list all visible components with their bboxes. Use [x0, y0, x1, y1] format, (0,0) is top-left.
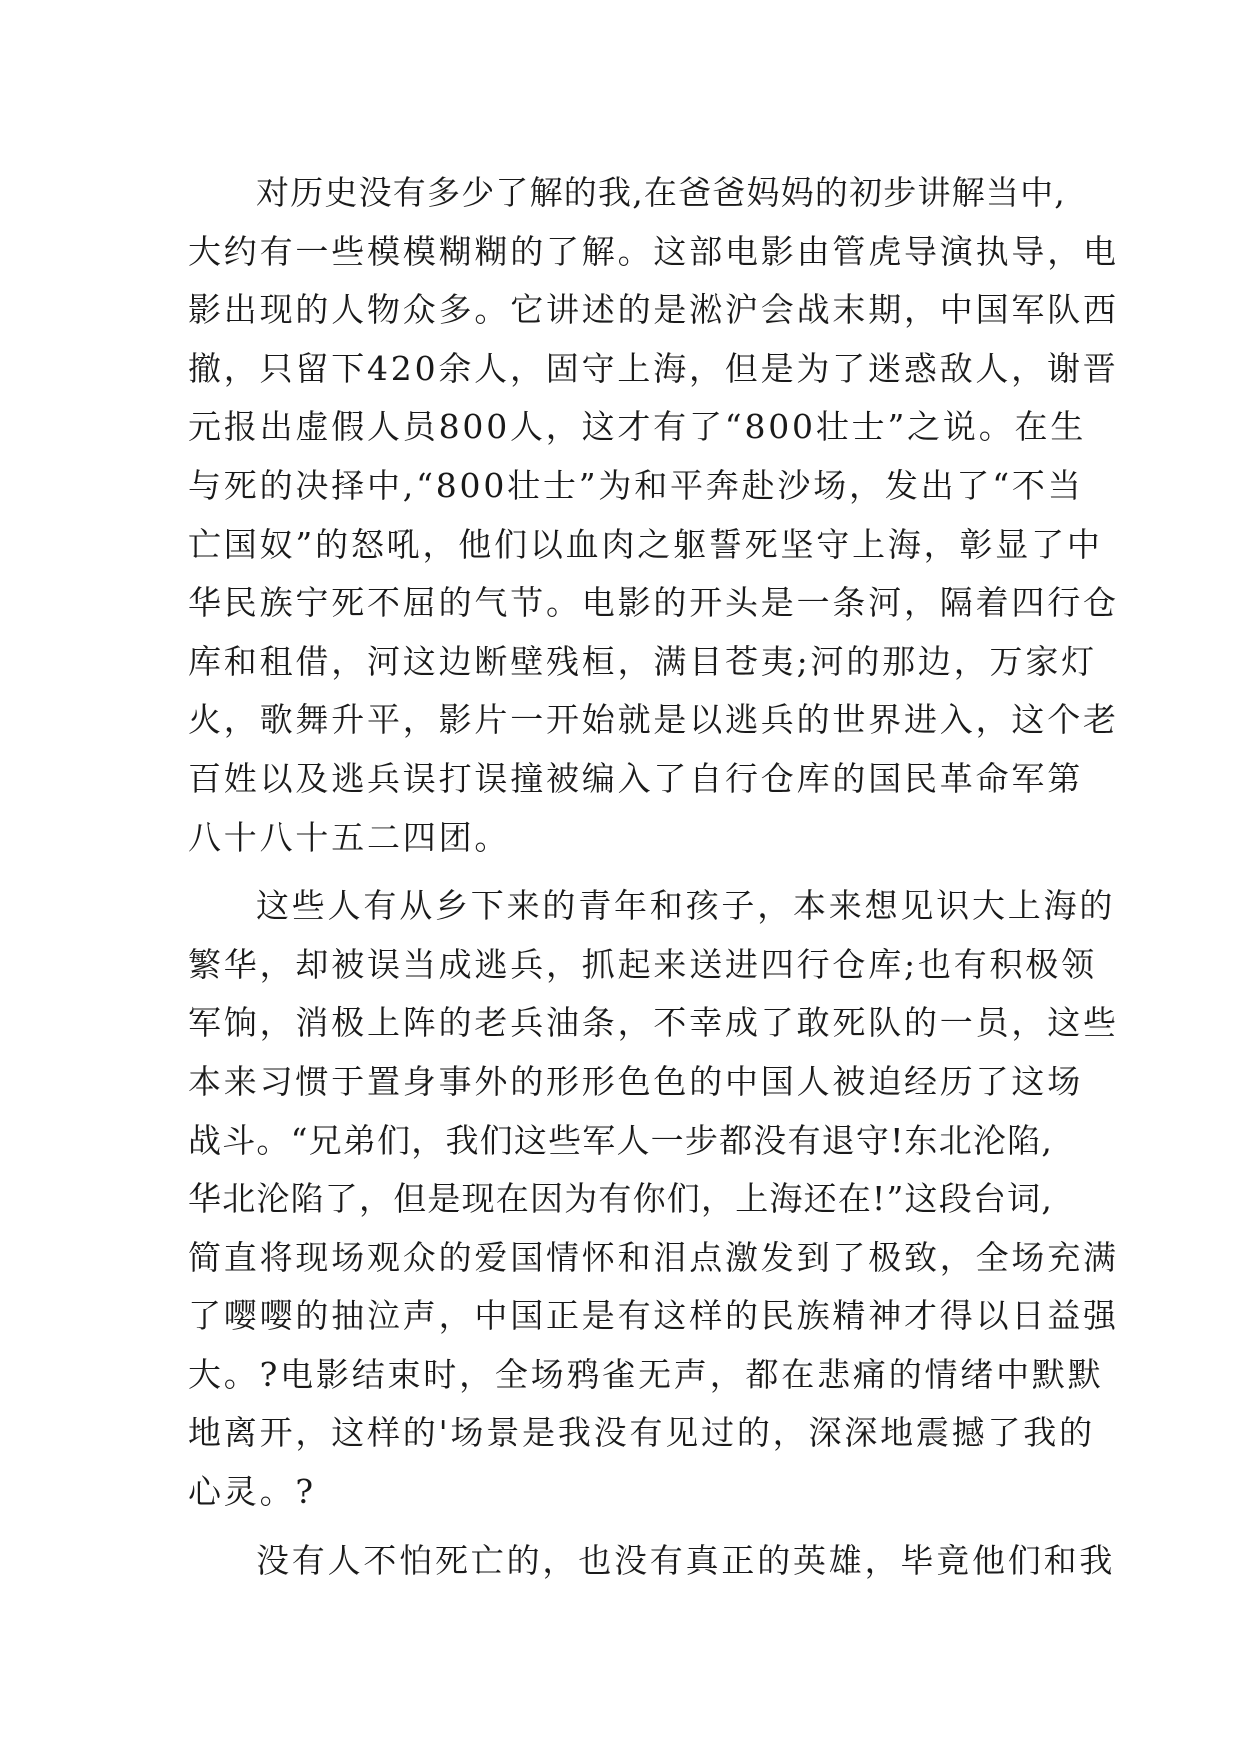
- paragraph-line: 火，歌舞升平，影片一开始就是以逃兵的世界进入，这个老: [188, 700, 1119, 740]
- paragraph-3: [188, 1532, 1116, 1591]
- paragraph-line: 简直将现场观众的爱国情怀和泪点激发到了极致，全场充满: [188, 1237, 1119, 1277]
- paragraph-line: 没有人不怕死亡的，也没有真正的英雄，毕竟他们和我: [256, 1540, 1116, 1580]
- paragraph-line: 影出现的人物众多。它讲述的是淞沪会战末期，中国军队西: [188, 290, 1119, 330]
- paragraph-line: 战斗。“兄弟们，我们这些军人一步都没有退守!东北沦陷,: [188, 1120, 1054, 1160]
- paragraph-line: 与死的决择中,“800壮士”为和平奔赴沙场，发出了“不当: [188, 465, 1084, 505]
- paragraph-line: 华民族宁死不屈的气节。电影的开头是一条河，隔着四行仓: [188, 583, 1119, 623]
- body-text: [188, 164, 1119, 1590]
- paragraph-line: 心灵。?: [188, 1472, 316, 1512]
- paragraph-spacing: [188, 867, 1088, 877]
- paragraph-line: 本来习惯于置身事外的形形色色的中国人被迫经历了这场: [188, 1061, 1083, 1101]
- paragraph-line: 百姓以及逃兵误打误撞被编入了自行仓库的国民革命军第: [188, 758, 1083, 798]
- paragraph-line: 大。?电影结束时，全场鸦雀无声，都在悲痛的情绪中默默: [188, 1354, 1104, 1394]
- paragraph-line: 大约有一些模模糊糊的了解。这部电影由管虎导演执导，电: [188, 231, 1119, 271]
- paragraph-line: 华北沦陷了，但是现在因为有你们，上海还在!”这段台词,: [188, 1179, 1054, 1219]
- paragraph-spacing: [188, 1522, 1088, 1532]
- paragraph-line: 繁华，却被误当成逃兵，抓起来送进四行仓库;也有积极领: [188, 944, 1097, 984]
- paragraph-line: 亡国奴”的怒吼，他们以血肉之躯誓死坚守上海，彰显了中: [188, 524, 1103, 564]
- paragraph-line: 了嘤嘤的抽泣声，中国正是有这样的民族精神才得以日益强: [188, 1296, 1119, 1336]
- paragraph-line: 库和租借，河这边断壁残桓，满目苍夷;河的那边，万家灯: [188, 641, 1097, 681]
- paragraph-line: 元报出虚假人员800人，这才有了“800壮士”之说。在生: [188, 407, 1087, 447]
- paragraph-line: 八十八十五二四团。: [188, 817, 511, 857]
- paragraph-line: 地离开，这样的'场景是我没有见过的，深深地震撼了我的: [188, 1413, 1095, 1453]
- paragraph-2: [188, 877, 1119, 1522]
- paragraph-line: 撤，只留下420余人，固守上海，但是为了迷惑敌人，谢晋: [188, 348, 1119, 388]
- paragraph-line: 这些人有从乡下来的青年和孩子，本来想见识大上海的: [256, 886, 1116, 926]
- paragraph-line: 对历史没有多少了解的我,在爸爸妈妈的初步讲解当中,: [256, 173, 1066, 212]
- paragraph-line: 军饷，消极上阵的老兵油条，不幸成了敢死队的一员，这些: [188, 1003, 1119, 1043]
- paragraph-1: [188, 164, 1119, 867]
